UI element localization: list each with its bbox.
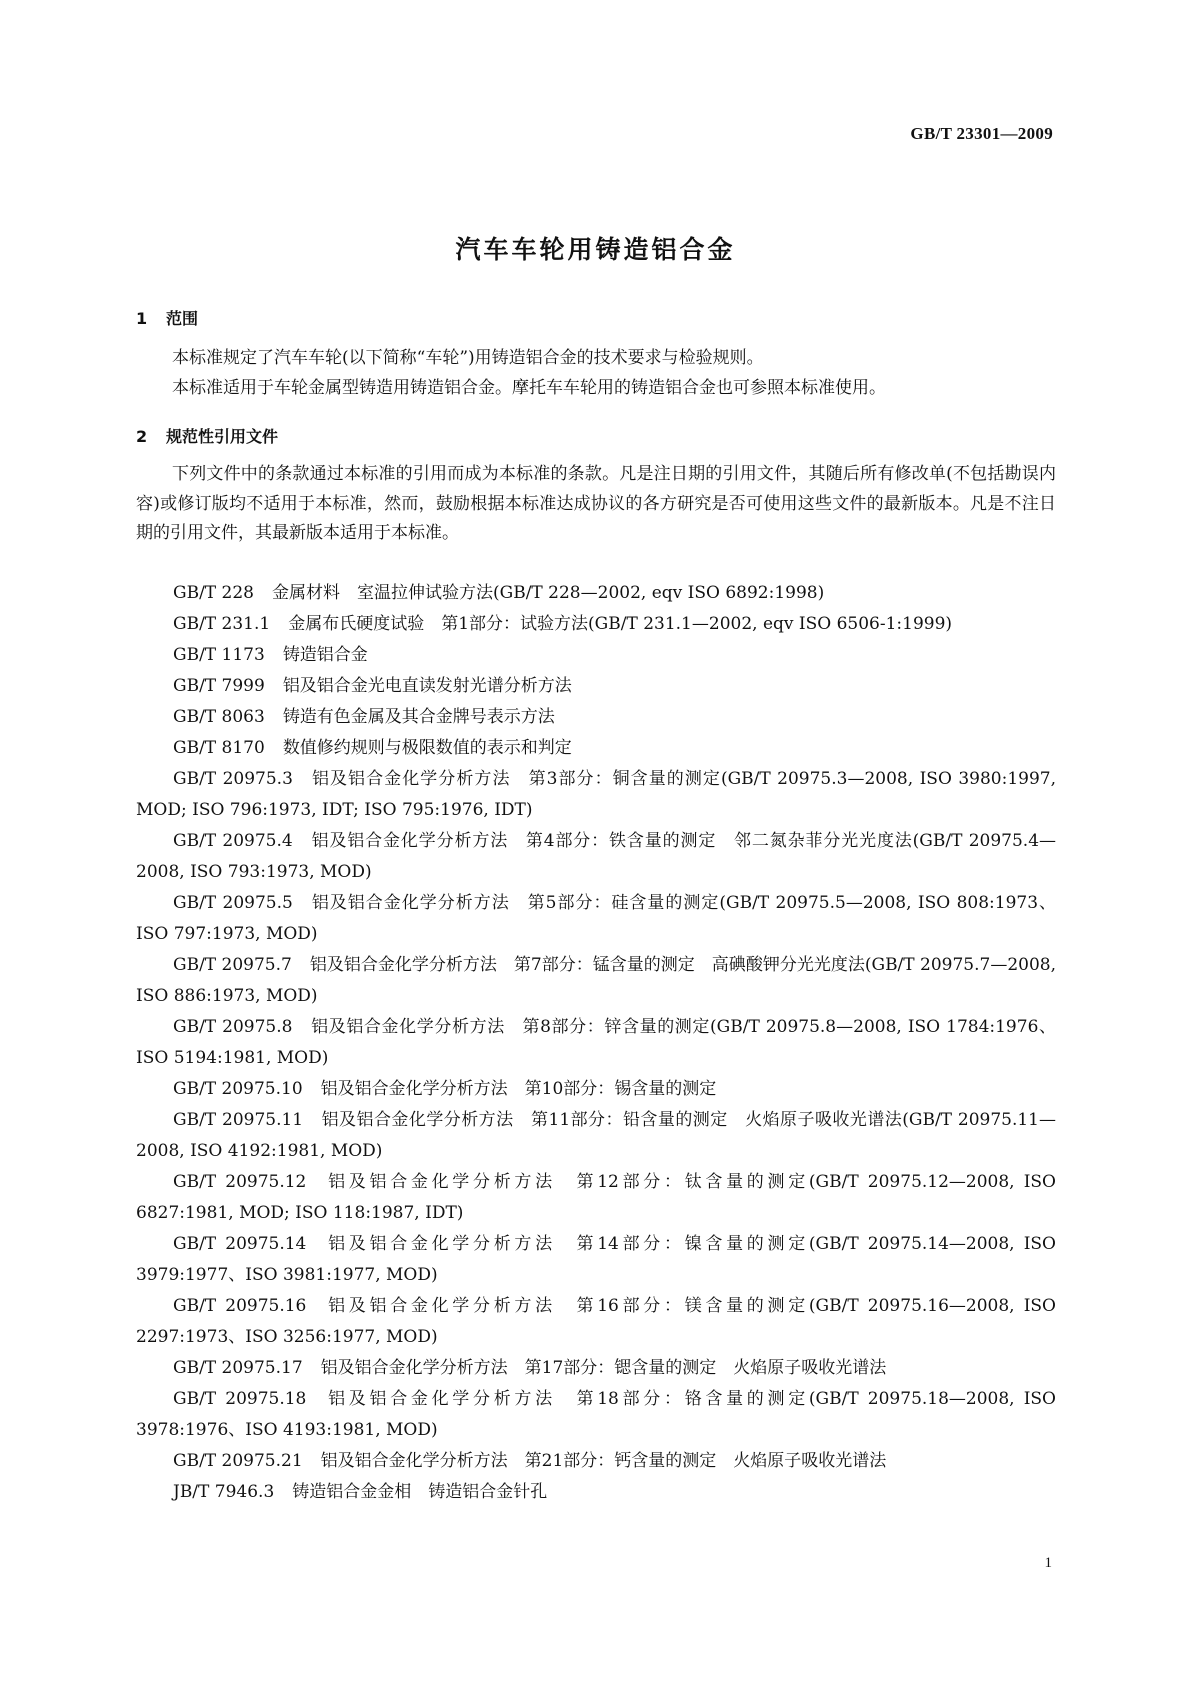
- reference-code: GB/T 20975.8: [173, 1017, 293, 1037]
- reference-title: 铝及铝合金化学分析方法 第3部分：铜含量的测定(GB/T 20975.3—2008, ISO 3980:1997, MOD; ISO 796:1973, IDT; ISO 795:1976, IDT): [136, 769, 1056, 820]
- document-title: 汽车车轮用铸造铝合金: [455, 235, 736, 264]
- reference-code: GB/T 20975.7: [173, 955, 292, 975]
- reference-item: [136, 1167, 1056, 1229]
- reference-title: 铝及铝合金化学分析方法 第17部分：锶含量的测定 火焰原子吸收光谱法: [320, 1358, 887, 1378]
- reference-code: GB/T 20975.14: [173, 1234, 307, 1254]
- section-number: 2: [136, 427, 148, 446]
- page-number: 1: [1044, 1555, 1052, 1571]
- reference-item: [136, 1105, 1056, 1167]
- section-number: 1: [136, 309, 148, 328]
- reference-code: GB/T 8170: [173, 738, 265, 758]
- reference-title: 铝及铝合金光电直读发射光谱分析方法: [282, 676, 572, 696]
- reference-title: 铸造铝合金: [282, 645, 368, 665]
- reference-title: 铸造铝合金金相 铸造铝合金针孔: [292, 1482, 548, 1502]
- reference-title: 铸造有色金属及其合金牌号表示方法: [282, 707, 555, 727]
- reference-item: [136, 1384, 1056, 1446]
- section-title: 规范性引用文件: [166, 427, 279, 446]
- reference-code: GB/T 20975.18: [173, 1389, 307, 1409]
- reference-code: GB/T 228: [173, 583, 254, 603]
- reference-code: GB/T 20975.4: [173, 831, 293, 851]
- reference-title: 数值修约规则与极限数值的表示和判定: [282, 738, 572, 758]
- reference-title: 铝及铝合金化学分析方法 第12部分：钛含量的测定(GB/T 20975.12—2008, ISO 6827:1981, MOD; ISO 118:1987, IDT): [136, 1172, 1056, 1223]
- reference-title: 金属材料 室温拉伸试验方法(GB/T 228—2002, eqv ISO 6892:1998): [272, 583, 825, 603]
- reference-item: [136, 640, 1056, 671]
- reference-title: 铝及铝合金化学分析方法 第14部分：镍含量的测定(GB/T 20975.14—2008, ISO 3979:1977、ISO 3981:1977, MOD): [136, 1234, 1056, 1285]
- reference-item: [136, 764, 1056, 826]
- reference-item: [136, 1291, 1056, 1353]
- reference-item: [136, 609, 1056, 640]
- scope-paragraph-2: 本标准适用于车轮金属型铸造用铸造铝合金。摩托车车轮用的铸造铝合金也可参照本标准使用。: [172, 378, 886, 398]
- reference-list: [136, 578, 1056, 1508]
- reference-title: 铝及铝合金化学分析方法 第10部分：锡含量的测定: [320, 1079, 717, 1099]
- reference-code: GB/T 231.1: [173, 614, 271, 634]
- reference-item: [136, 1446, 1056, 1477]
- reference-item: [136, 1353, 1056, 1384]
- section-heading-normative-references: [136, 424, 278, 447]
- scope-paragraph-1: 本标准规定了汽车车轮(以下简称“车轮”)用铸造铝合金的技术要求与检验规则。: [172, 348, 764, 368]
- reference-code: GB/T 1173: [173, 645, 265, 665]
- reference-item: [136, 578, 1056, 609]
- reference-item: [136, 733, 1056, 764]
- reference-title: 铝及铝合金化学分析方法 第8部分：锌含量的测定(GB/T 20975.8—2008, ISO 1784:1976、ISO 5194:1981, MOD): [136, 1017, 1056, 1068]
- reference-code: GB/T 20975.21: [173, 1451, 303, 1471]
- reference-title: 铝及铝合金化学分析方法 第4部分：铁含量的测定 邻二氮杂菲分光光度法(GB/T 20975.4—2008, ISO 793:1973, MOD): [136, 831, 1057, 882]
- reference-code: GB/T 8063: [173, 707, 265, 727]
- reference-item: [136, 1229, 1056, 1291]
- reference-title: 铝及铝合金化学分析方法 第21部分：钙含量的测定 火焰原子吸收光谱法: [320, 1451, 887, 1471]
- reference-code: GB/T 20975.10: [173, 1079, 303, 1099]
- reference-code: GB/T 20975.3: [173, 769, 293, 789]
- reference-item: [136, 1012, 1056, 1074]
- reference-code: GB/T 7999: [173, 676, 265, 696]
- reference-title: 铝及铝合金化学分析方法 第16部分：镁含量的测定(GB/T 20975.16—2008, ISO 2297:1973、ISO 3256:1977, MOD): [136, 1296, 1056, 1347]
- reference-item: [136, 671, 1056, 702]
- reference-code: GB/T 20975.16: [173, 1296, 307, 1316]
- section-title: 范围: [166, 309, 199, 328]
- reference-code: JB/T 7946.3: [173, 1482, 275, 1502]
- references-intro-paragraph: 下列文件中的条款通过本标准的引用而成为本标准的条款。凡是注日期的引用文件，其随后所有修改单(不包括勘误内容)或修订版均不适用于本标准，然而，鼓励根据本标准达成协议的各方研究是否可使用这些文件的最新版本。凡是不注日期的引用文件，其最新版本适用于本标准。: [136, 464, 1056, 543]
- reference-title: 铝及铝合金化学分析方法 第7部分：锰含量的测定 高碘酸钾分光光度法(GB/T 20975.7—2008, ISO 886:1973, MOD): [136, 955, 1056, 1006]
- reference-item: [136, 702, 1056, 733]
- reference-code: GB/T 20975.5: [173, 893, 293, 913]
- reference-code: GB/T 20975.12: [173, 1172, 307, 1192]
- reference-title: 铝及铝合金化学分析方法 第18部分：铬含量的测定(GB/T 20975.18—2008, ISO 3978:1976、ISO 4193:1981, MOD): [136, 1389, 1056, 1440]
- reference-title: 铝及铝合金化学分析方法 第5部分：硅含量的测定(GB/T 20975.5—2008, ISO 808:1973、ISO 797:1973, MOD): [136, 893, 1056, 944]
- reference-item: [136, 950, 1056, 1012]
- reference-code: GB/T 20975.17: [173, 1358, 303, 1378]
- reference-title: 金属布氏硬度试验 第1部分：试验方法(GB/T 231.1—2002, eqv ISO 6506-1:1999): [288, 614, 953, 634]
- section-heading-scope: [136, 306, 198, 329]
- reference-item: [136, 888, 1056, 950]
- reference-title: 铝及铝合金化学分析方法 第11部分：铅含量的测定 火焰原子吸收光谱法(GB/T 20975.11—2008, ISO 4192:1981, MOD): [136, 1110, 1056, 1161]
- standard-code: GB/T 23301—2009: [910, 124, 1053, 143]
- reference-item: [136, 1477, 1056, 1508]
- reference-code: GB/T 20975.11: [173, 1110, 304, 1130]
- reference-item: [136, 826, 1056, 888]
- reference-item: [136, 1074, 1056, 1105]
